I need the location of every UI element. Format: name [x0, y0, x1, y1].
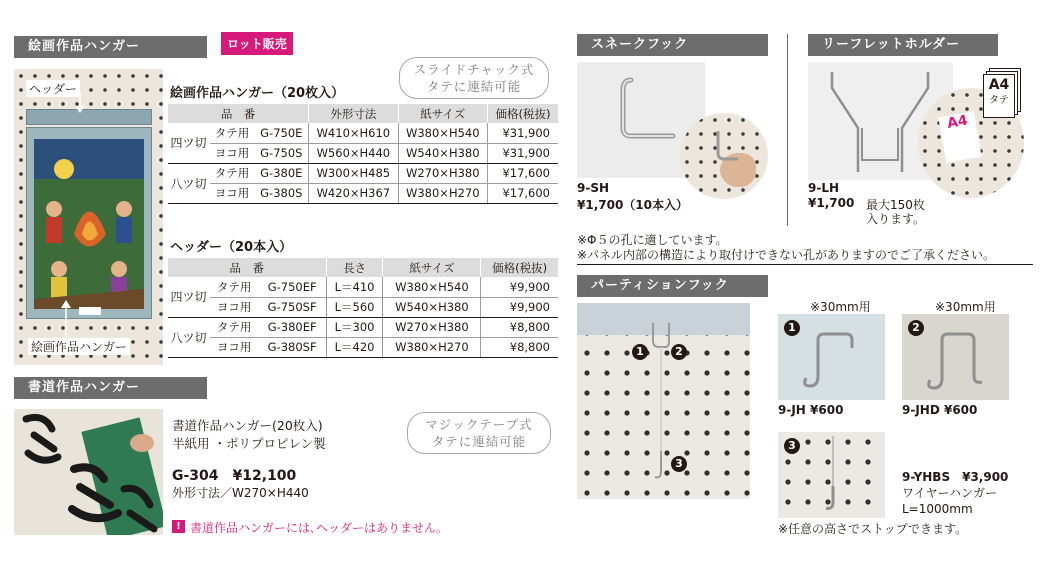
jh-hook-illustration	[798, 326, 868, 396]
type-cell: タテ用	[210, 317, 259, 337]
size-cell: W300×H485	[309, 163, 398, 183]
price-cell: ¥8,800	[481, 317, 558, 337]
jhd-note: ※30mm用	[935, 300, 996, 314]
notes-divider	[577, 264, 1033, 265]
lot-sale-badge: ロット販売	[221, 32, 293, 55]
paper-cell: W540×H380	[398, 143, 487, 163]
pill-line-1: マジックテープ式	[425, 417, 533, 432]
partition-hook-header: パーティションフック	[577, 275, 768, 297]
price-cell: ¥9,900	[481, 297, 558, 317]
table-row	[168, 317, 559, 337]
length-cell: L＝410	[326, 277, 383, 297]
painting-table-title: 絵画作品ハンガー（20枚入）	[170, 86, 345, 101]
code-cell: G-750E	[254, 123, 308, 143]
header-pointer-arrow	[70, 92, 90, 114]
code-cell: G-750SF	[259, 297, 326, 317]
pill-line-1: スライドチャック式	[413, 62, 535, 77]
tag-a4-text: A4	[988, 77, 1010, 93]
leaflet-holder-header: リーフレットホルダー	[808, 34, 998, 56]
child-painting-artwork	[34, 139, 144, 309]
group-label: 四ツ切	[168, 123, 210, 163]
a4-tag-stack	[983, 68, 1023, 120]
code-cell: G-750EF	[259, 277, 326, 297]
table-row	[168, 183, 559, 203]
paper-cell: W380×H540	[383, 277, 481, 297]
pill-line-2: タテに連結可能	[426, 79, 522, 94]
type-cell: ヨコ用	[210, 297, 259, 317]
partition-hook-photo	[577, 303, 750, 499]
tag-sheet-front	[983, 74, 1015, 118]
type-cell: タテ用	[210, 277, 259, 297]
length-cell: L＝420	[326, 337, 383, 357]
type-cell: タテ用	[210, 123, 255, 143]
section-divider	[787, 34, 788, 226]
header-table-title: ヘッダー（20本入）	[170, 240, 293, 255]
jhd-label: 9-JHD ¥600	[902, 403, 978, 417]
price-cell: ¥31,900	[487, 143, 558, 163]
calligraphy-size: 外形寸法／W270×H440	[172, 486, 309, 500]
jhd-number-icon: 2	[908, 320, 924, 336]
type-cell: ヨコ用	[210, 183, 255, 203]
col-header-code: 品 番	[168, 258, 327, 277]
snake-hook-price: ¥1,700（10本入）	[577, 198, 689, 212]
mounted-hook-illustration	[708, 129, 748, 169]
paper-cell: W540×H380	[383, 297, 481, 317]
price-cell: ¥17,600	[487, 183, 558, 203]
size-cell: W560×H440	[309, 143, 398, 163]
table-row	[168, 337, 559, 357]
painting-spec-table	[167, 104, 558, 204]
type-cell: タテ用	[210, 163, 255, 183]
yhbs-code-price: 9-YHBS ¥3,900	[902, 470, 1009, 484]
tag-tate-text: タテ	[989, 95, 1009, 106]
calligraphy-section-header: 書道作品ハンガー	[14, 377, 207, 399]
partition-footnote: ※任意の高さでストップできます。	[778, 522, 968, 536]
paper-cell: W380×H270	[398, 183, 487, 203]
col-header-paper: 紙サイズ	[383, 258, 481, 277]
table-row	[168, 277, 559, 297]
table-row	[168, 297, 559, 317]
calligraphy-warning: 書道作品ハンガーには､ヘッダーはありません｡	[190, 521, 443, 535]
leaflet-holder-code: 9-LH	[808, 181, 840, 195]
magic-tape-pill	[407, 412, 551, 454]
code-cell: G-380EF	[259, 317, 326, 337]
jh-label: 9-JH ¥600	[778, 403, 844, 417]
code-cell: G-380E	[254, 163, 308, 183]
hole-note-1: ※Φ５の孔に適しています。	[577, 233, 728, 247]
snake-hook-header: スネークフック	[577, 34, 768, 56]
leaflet-note-line-1: 最大150枚	[866, 198, 925, 212]
jh-note: ※30mm用	[810, 300, 871, 314]
yhbs-length: L=1000mm	[902, 502, 973, 516]
group-label: 四ツ切	[168, 277, 210, 317]
painting-section-header: 絵画作品ハンガー	[14, 36, 207, 58]
name-tag-illustration	[79, 307, 101, 315]
col-header-price: 価格(税抜)	[481, 258, 558, 277]
size-cell: W420×H367	[309, 183, 398, 203]
col-header-code: 品 番	[168, 104, 309, 123]
length-cell: L＝560	[326, 297, 383, 317]
price-cell: ¥8,800	[481, 337, 558, 357]
group-label: 八ツ切	[168, 163, 210, 203]
header-spec-table	[167, 258, 558, 358]
table-row	[168, 143, 559, 163]
paper-cell: W270×H380	[398, 163, 487, 183]
photo-label-hanger: 絵画作品ハンガー	[28, 338, 130, 355]
yhbs-number-icon: 3	[784, 438, 800, 454]
col-header-price: 価格(税抜)	[487, 104, 558, 123]
yhbs-hook-illustration	[818, 436, 848, 516]
calligraphy-hanger-photo	[14, 409, 163, 535]
col-header-length: 長さ	[326, 258, 383, 277]
length-cell: L＝300	[326, 317, 383, 337]
group-label: 八ツ切	[168, 317, 210, 357]
pill-line-2: タテに連結可能	[431, 434, 527, 449]
price-cell: ¥17,600	[487, 163, 558, 183]
paper-cell: W270×H380	[383, 317, 481, 337]
code-cell: G-380SF	[259, 337, 326, 357]
price-cell: ¥9,900	[481, 277, 558, 297]
partition-marker-1: 1	[632, 344, 648, 360]
partition-marker-2: 2	[671, 344, 687, 360]
hanger-pointer-arrow	[58, 300, 74, 338]
code-cell: G-380S	[254, 183, 308, 203]
col-header-paper: 紙サイズ	[398, 104, 487, 123]
col-header-size: 外形寸法	[309, 104, 398, 123]
leaflet-note-line-2: 入ります。	[866, 212, 926, 226]
table-row	[168, 163, 559, 183]
warning-icon: !	[172, 520, 185, 533]
price-cell: ¥31,900	[487, 123, 558, 143]
snake-hook-mounted-photo	[680, 113, 768, 199]
jhd-hook-illustration	[920, 326, 996, 396]
paper-cell: W380×H270	[383, 337, 481, 357]
photo-label-header: ヘッダー	[26, 80, 80, 97]
snake-hook-code: 9-SH	[577, 181, 610, 195]
paper-cell: W380×H540	[398, 123, 487, 143]
type-cell: ヨコ用	[210, 337, 259, 357]
table-row	[168, 123, 559, 143]
partition-marker-3: 3	[671, 456, 687, 472]
slide-chuck-pill	[399, 57, 549, 99]
calligraphy-desc-1: 書道作品ハンガー(20枚入)	[172, 418, 323, 433]
calligraphy-brush-strokes	[14, 409, 163, 535]
size-cell: W410×H610	[309, 123, 398, 143]
yhbs-name: ワイヤーハンガー	[902, 486, 998, 500]
leaflet-paper-illustration: A4	[938, 111, 981, 163]
jh-number-icon: 1	[784, 320, 800, 336]
type-cell: ヨコ用	[210, 143, 255, 163]
calligraphy-code-price: G-304 ¥12,100	[172, 468, 297, 484]
calligraphy-desc-2: 半紙用 ・ポリプロピレン製	[172, 436, 326, 451]
code-cell: G-750S	[254, 143, 308, 163]
hole-note-2: ※パネル内部の構造により取付けできない孔がありますのでご了承ください。	[577, 248, 996, 262]
leaflet-holder-price: ¥1,700	[808, 196, 855, 210]
